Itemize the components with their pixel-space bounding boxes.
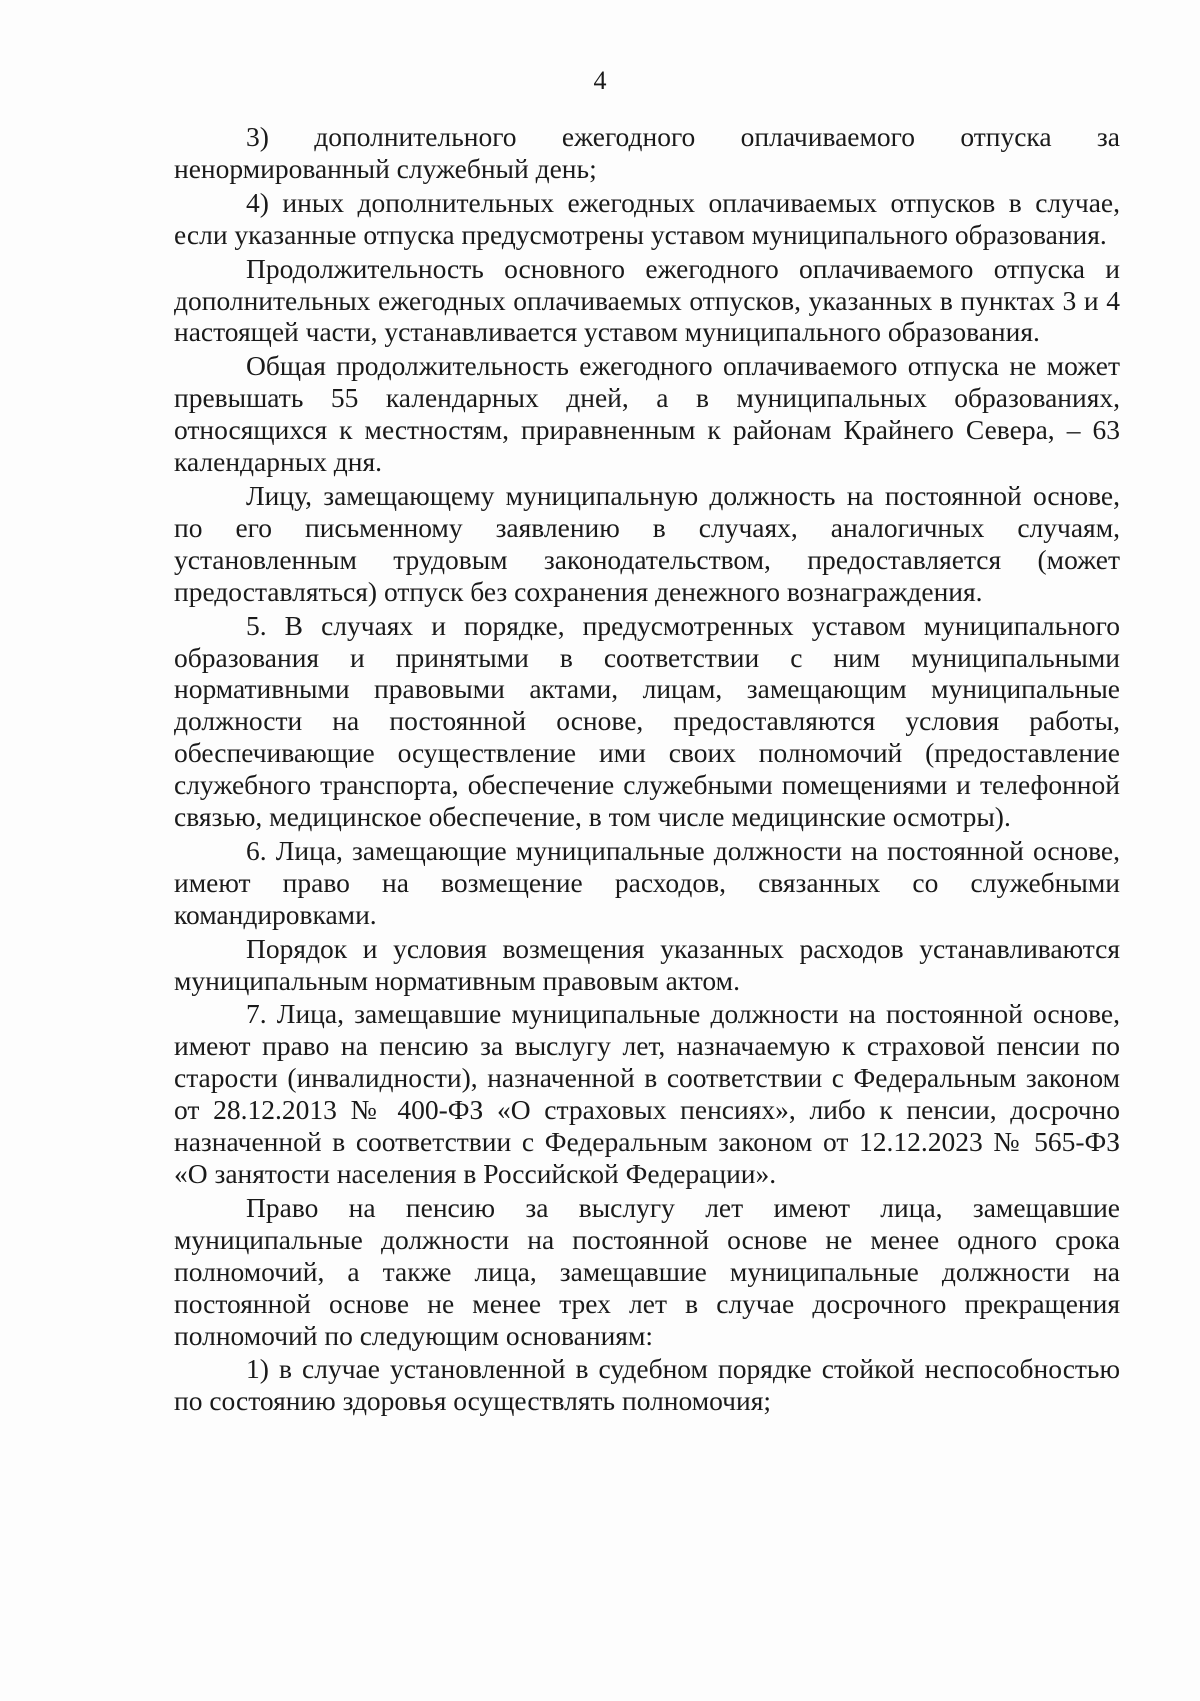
paragraph-total-leave: Общая продолжительность ежегодного оплачиваемого отпуска не может превышать 55 календарных дней, а в муниципальных образованиях, относящихся к местностям, приравненным к районам Крайнего Севера, – 63 календарных дня. — [174, 350, 1120, 478]
paragraph-section-6: 6. Лица, замещающие муниципальные должности на постоянной основе, имеют право на возмещение расходов, связанных со служебными командировками. — [174, 834, 1120, 930]
paragraph-item-4: 4) иных дополнительных ежегодных оплачиваемых отпусков в случае, если указанные отпуска предусмотрены уставом муниципального образования. — [174, 186, 1120, 250]
paragraph-section-5: 5. В случаях и порядке, предусмотренных уставом муниципального образования и принятыми в соответствии с ним муниципальными нормативными правовыми актами, лицам, замещающим муниципальные должности на постоянной основе, предоставляются условия работы, обеспечивающие осуществление ими своих полномочий (предоставление служебного транспорта, обеспечение служебными помещениями и телефонной связью, медицинское обеспечение, в том числе медицинские осмотры). — [174, 609, 1120, 833]
paragraph-leave-duration: Продолжительность основного ежегодного оплачиваемого отпуска и дополнительных ежегодных оплачиваемых отпусков, указанных в пунктах 3 и 4 настоящей части, устанавливается уставом муниципального образования. — [174, 252, 1120, 348]
paragraph-grounds-item-1: 1) в случае установленной в судебном порядке стойкой неспособностью по состоянию здоровья осуществлять полномочия; — [174, 1353, 1120, 1417]
paragraph-section-7: 7. Лица, замещавшие муниципальные должности на постоянной основе, имеют право на пенсию за выслугу лет, назначаемую к страховой пенсии по старости (инвалидности), назначенной в соответствии с Федеральным законом от 28.12.2013 № 400-ФЗ «О страховых пенсиях», либо к пенсии, досрочно назначенной в соответствии с Федеральным законом от 12.12.2023 № 565-ФЗ «О занятости населения в Российской Федерации». — [174, 998, 1120, 1189]
page-number: 4 — [593, 66, 607, 95]
paragraph-unpaid-leave: Лицу, замещающему муниципальную должность на постоянной основе, по его письменному заявлению в случаях, аналогичных случаям, установленным трудовым законодательством, предоставляется (может предоставляться) отпуск без сохранения денежного вознаграждения. — [174, 479, 1120, 607]
paragraph-expenses-order: Порядок и условия возмещения указанных расходов устанавливаются муниципальным нормативным правовым актом. — [174, 932, 1120, 996]
paragraph-item-3: 3) дополнительного ежегодного оплачиваемого отпуска за ненормированный служебный день; — [174, 121, 1120, 184]
document-body — [174, 121, 1120, 1419]
paragraph-pension-right: Право на пенсию за выслугу лет имеют лица, замещавшие муниципальные должности на постоянной основе не менее одного срока полномочий, а также лица, замещавшие муниципальные должности на постоянной основе не менее трех лет в случае досрочного прекращения полномочий по следующим основаниям: — [174, 1191, 1120, 1351]
